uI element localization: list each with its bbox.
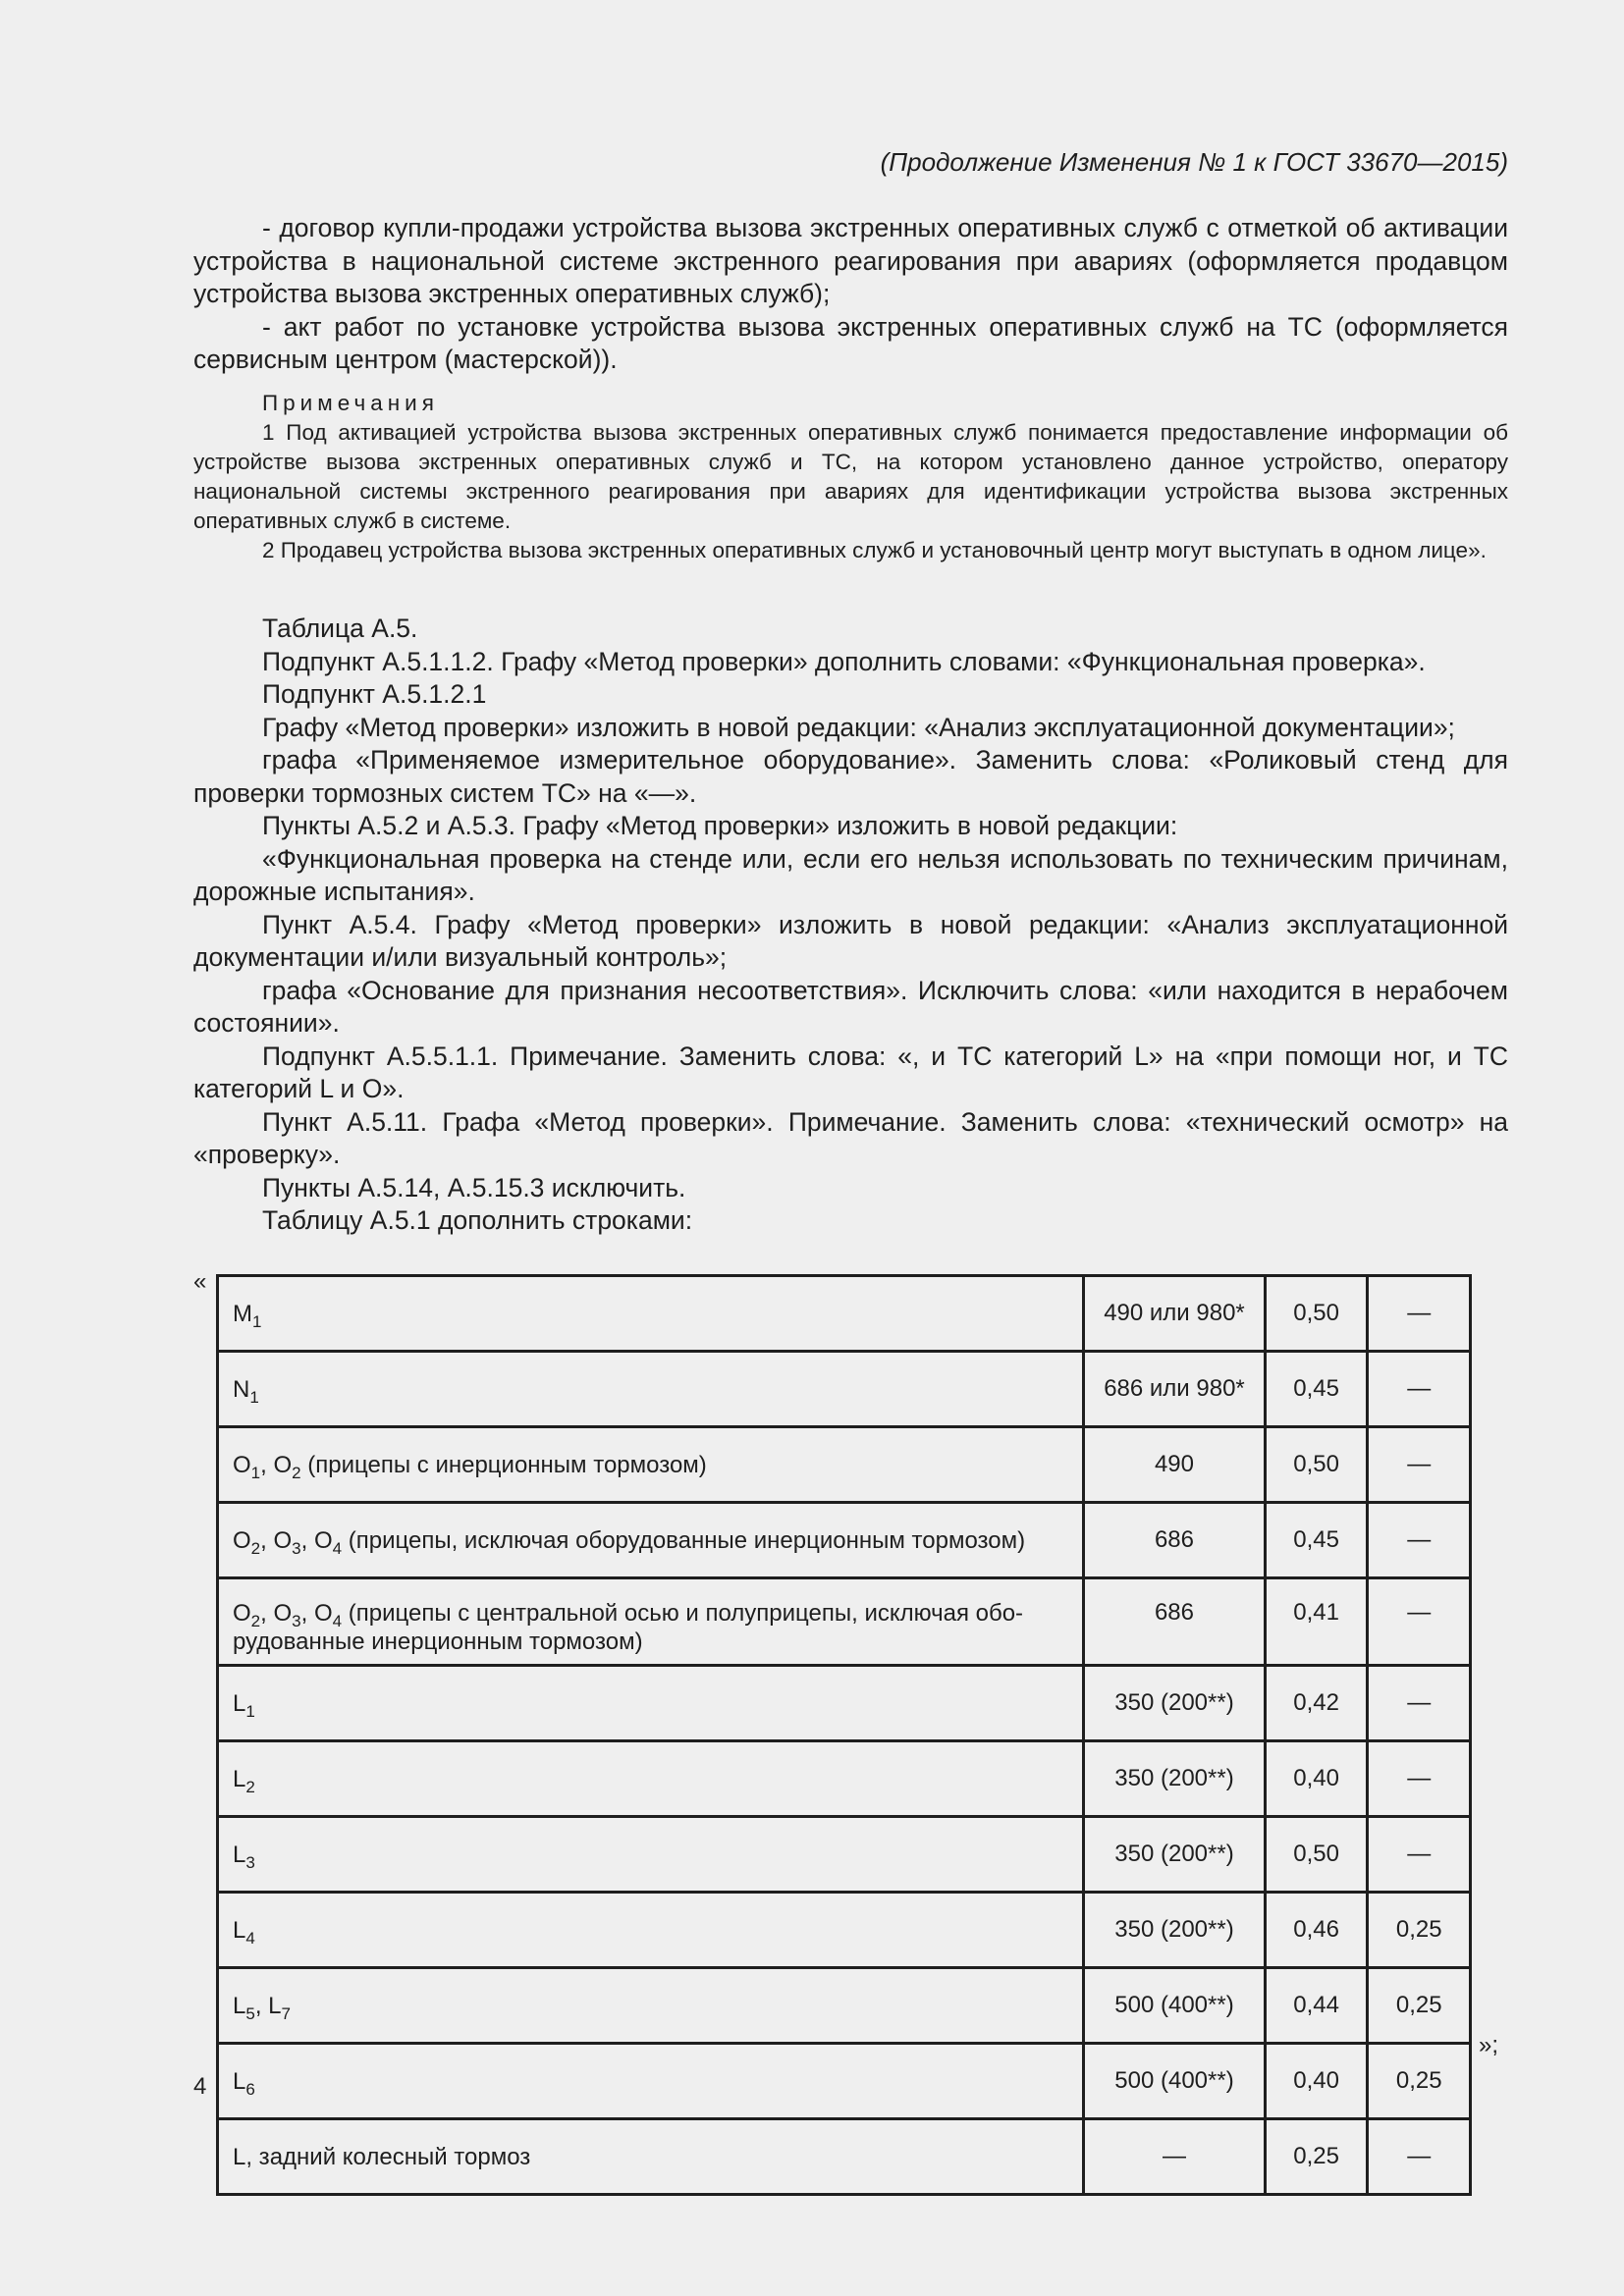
force-cell: 350 (200**) — [1084, 1893, 1266, 1968]
vehicle-category-cell — [218, 1817, 1084, 1893]
table-row — [218, 2119, 1471, 2195]
page-number: 4 — [193, 2073, 207, 2100]
force-cell: 686 — [1084, 1578, 1266, 1666]
coefficient-cell: 0,50 — [1265, 1427, 1368, 1503]
force-cell: 490 — [1084, 1427, 1266, 1503]
force-cell: 500 (400**) — [1084, 2044, 1266, 2119]
coefficient-cell: — — [1368, 1503, 1471, 1578]
note-1: 1 Под активацией устройства вызова экстренных оперативных служб понимается предоставление информации об устройстве вызова экстренных оперативных служб и ТС, на котором установлено данное устройство, оператору национальной системы экстренного реагирования при авариях для идентификации устройства вызова экстренных оперативных служб в системе. — [193, 420, 1508, 533]
category-subscript: 2 — [250, 1612, 261, 1630]
coefficient-cell: — — [1368, 1352, 1471, 1427]
coefficient-cell: 0,42 — [1265, 1666, 1368, 1741]
table-open-quote: « — [193, 1268, 207, 1295]
coefficient-cell: — — [1368, 1817, 1471, 1893]
category-text: (прицепы с центральной осью и полуприцепы, исключая обо-рудованные инерционным тормозом) — [233, 1600, 1024, 1655]
contract-item: - договор купли-продажи устройства вызова экстренных оперативных служб с отметкой об активации устройства в национальной системе экстренного реагирования при авариях (оформляется продавцом устройства вызова экстренных оперативных служб); — [193, 213, 1508, 308]
coefficient-cell: 0,50 — [1265, 1276, 1368, 1352]
category-subscript: 4 — [332, 1538, 343, 1558]
coefficient-cell: 0,45 — [1265, 1503, 1368, 1578]
category-text: L, задний колесный тормоз — [233, 2143, 531, 2170]
category-text: O — [233, 1451, 251, 1478]
category-text: , O — [260, 1600, 293, 1627]
amendment-paragraph: Пункт А.5.4. Графу «Метод проверки» изложить в новой редакции: «Анализ эксплуатационной документации и/или визуальный контроль»; — [193, 909, 1508, 972]
table-row — [218, 1968, 1471, 2044]
force-cell: 686 — [1084, 1503, 1266, 1578]
coefficient-cell: — — [1368, 1578, 1471, 1666]
force-cell: 490 или 980* — [1084, 1276, 1266, 1352]
table-row — [218, 1427, 1471, 1503]
table-row — [218, 1741, 1471, 1817]
category-text: N — [233, 1375, 250, 1403]
vehicle-category-cell — [218, 2119, 1084, 2195]
notes-section — [193, 389, 1508, 565]
amendment-paragraph: Подпункт А.5.1.1.2. Графу «Метод проверки» дополнить словами: «Функциональная проверка». — [262, 646, 1426, 676]
force-cell: 350 (200**) — [1084, 1817, 1266, 1893]
category-subscript: 7 — [281, 2003, 291, 2023]
running-header: (Продолжение Изменения № 1 к ГОСТ 33670—2015) — [880, 147, 1508, 177]
category-text: , O — [300, 1526, 333, 1554]
coefficient-cell: 0,25 — [1368, 1893, 1471, 1968]
category-subscript: 3 — [292, 1538, 301, 1558]
vehicle-category-cell — [218, 2044, 1084, 2119]
force-cell: 350 (200**) — [1084, 1741, 1266, 1817]
coefficient-cell: 0,46 — [1265, 1893, 1368, 1968]
amendment-paragraph: Таблица А.5. — [262, 614, 418, 643]
amendment-paragraph: Пункт А.5.11. Графа «Метод проверки». Примечание. Заменить слова: «технический осмотр» на «проверку». — [193, 1106, 1508, 1169]
category-text: (прицепы, исключая оборудованные инерционным тормозом) — [342, 1526, 1026, 1554]
force-cell: 500 (400**) — [1084, 1968, 1266, 2044]
table-row — [218, 1352, 1471, 1427]
coefficient-cell: — — [1368, 1741, 1471, 1817]
force-cell: — — [1084, 2119, 1266, 2195]
category-subscript: 2 — [292, 1463, 301, 1482]
amendment-paragraph: Графу «Метод проверки» изложить в новой редакции: «Анализ эксплуатационной документации»; — [262, 712, 1455, 742]
coefficient-cell: 0,50 — [1265, 1817, 1368, 1893]
vehicle-category-cell — [218, 1352, 1084, 1427]
amendment-paragraph: Таблицу А.5.1 дополнить строками: — [262, 1205, 693, 1235]
category-text: L — [233, 1841, 246, 1868]
coefficient-cell: — — [1368, 1276, 1471, 1352]
table-close-quote: »; — [1479, 2032, 1499, 2058]
category-subscript: 5 — [245, 2003, 255, 2023]
amendment-paragraph: Подпункт А.5.1.2.1 — [262, 679, 487, 709]
installation-act-item: - акт работ по установке устройства вызова экстренных оперативных служб на ТС (оформляется сервисным центром (мастерской)). — [193, 311, 1508, 374]
coefficient-cell: 0,25 — [1368, 2044, 1471, 2119]
coefficient-cell: 0,44 — [1265, 1968, 1368, 2044]
category-text: , O — [260, 1526, 293, 1554]
coefficient-cell: — — [1368, 1666, 1471, 1741]
category-subscript: 4 — [332, 1612, 343, 1630]
category-text: , O — [300, 1600, 333, 1627]
vehicle-category-cell — [218, 1427, 1084, 1503]
category-text: O — [233, 1526, 251, 1554]
table-row — [218, 2044, 1471, 2119]
table-row — [218, 1503, 1471, 1578]
vehicle-category-cell — [218, 1503, 1084, 1578]
category-subscript: 3 — [245, 1852, 255, 1872]
table-row — [218, 1666, 1471, 1741]
category-text: L — [233, 2067, 246, 2095]
amendment-paragraph: «Функциональная проверка на стенде или, если его нельзя использовать по техническим причинам, дорожные испытания». — [193, 843, 1508, 906]
vehicle-category-cell — [218, 1968, 1084, 2044]
force-cell: 350 (200**) — [1084, 1666, 1266, 1741]
notes-title: Примечания — [262, 391, 439, 415]
category-subscript: 1 — [250, 1463, 261, 1482]
vehicle-category-cell — [218, 1666, 1084, 1741]
vehicle-category-cell — [218, 1893, 1084, 1968]
amendment-paragraph: Пункты А.5.14, А.5.15.3 исключить. — [262, 1172, 686, 1202]
table-row — [218, 1276, 1471, 1352]
category-text: (прицепы с инерционным тормозом) — [300, 1451, 707, 1478]
coefficient-cell: 0,40 — [1265, 1741, 1368, 1817]
vehicle-category-cell — [218, 1276, 1084, 1352]
vehicle-category-cell — [218, 1741, 1084, 1817]
category-text: O — [233, 1600, 251, 1627]
category-text: L — [233, 1916, 246, 1944]
amendment-paragraph: графа «Применяемое измерительное оборудование». Заменить слова: «Роликовый стенд для проверки тормозных систем ТС» на «—». — [193, 745, 1508, 808]
coefficient-cell: 0,25 — [1368, 1968, 1471, 2044]
amendments-section — [193, 613, 1508, 1238]
force-cell: 686 или 980* — [1084, 1352, 1266, 1427]
table-row — [218, 1578, 1471, 1666]
table-row — [218, 1817, 1471, 1893]
amendment-paragraph: Пункты А.5.2 и А.5.3. Графу «Метод проверки» изложить в новой редакции: — [262, 811, 1178, 840]
vehicle-category-cell — [218, 1578, 1084, 1666]
intro-section — [193, 212, 1508, 377]
coefficient-cell: — — [1368, 2119, 1471, 2195]
table-row — [218, 1893, 1471, 1968]
category-text: , O — [260, 1451, 293, 1478]
category-text: L — [233, 1765, 246, 1792]
coefficient-cell: 0,45 — [1265, 1352, 1368, 1427]
category-text: , L — [254, 1992, 282, 2019]
amendment-paragraph: Подпункт А.5.5.1.1. Примечание. Заменить слова: «, и ТС категорий L» на «при помощи ног, и ТС категорий L и О». — [193, 1041, 1508, 1103]
coefficient-cell: 0,41 — [1265, 1578, 1368, 1666]
coefficient-cell: — — [1368, 1427, 1471, 1503]
category-subscript: 6 — [245, 2079, 255, 2099]
category-text: L — [233, 1689, 246, 1717]
category-subscript: 4 — [245, 1928, 255, 1948]
category-text: L — [233, 1992, 246, 2019]
note-2: 2 Продавец устройства вызова экстренных оперативных служб и установочный центр могут выступать в одном лице». — [262, 538, 1487, 562]
category-text: M — [233, 1300, 252, 1327]
coefficient-cell: 0,25 — [1265, 2119, 1368, 2195]
category-subscript: 3 — [292, 1612, 301, 1630]
category-subscript: 1 — [245, 1701, 255, 1721]
category-subscript: 2 — [250, 1538, 261, 1558]
category-subscript: 1 — [249, 1387, 259, 1407]
category-subscript: 1 — [252, 1311, 262, 1331]
category-subscript: 2 — [245, 1777, 255, 1796]
amendment-paragraph: графа «Основание для признания несоответствия». Исключить слова: «или находится в нерабочем состоянии». — [193, 975, 1508, 1038]
coefficient-cell: 0,40 — [1265, 2044, 1368, 2119]
brake-values-table — [216, 1274, 1472, 2196]
